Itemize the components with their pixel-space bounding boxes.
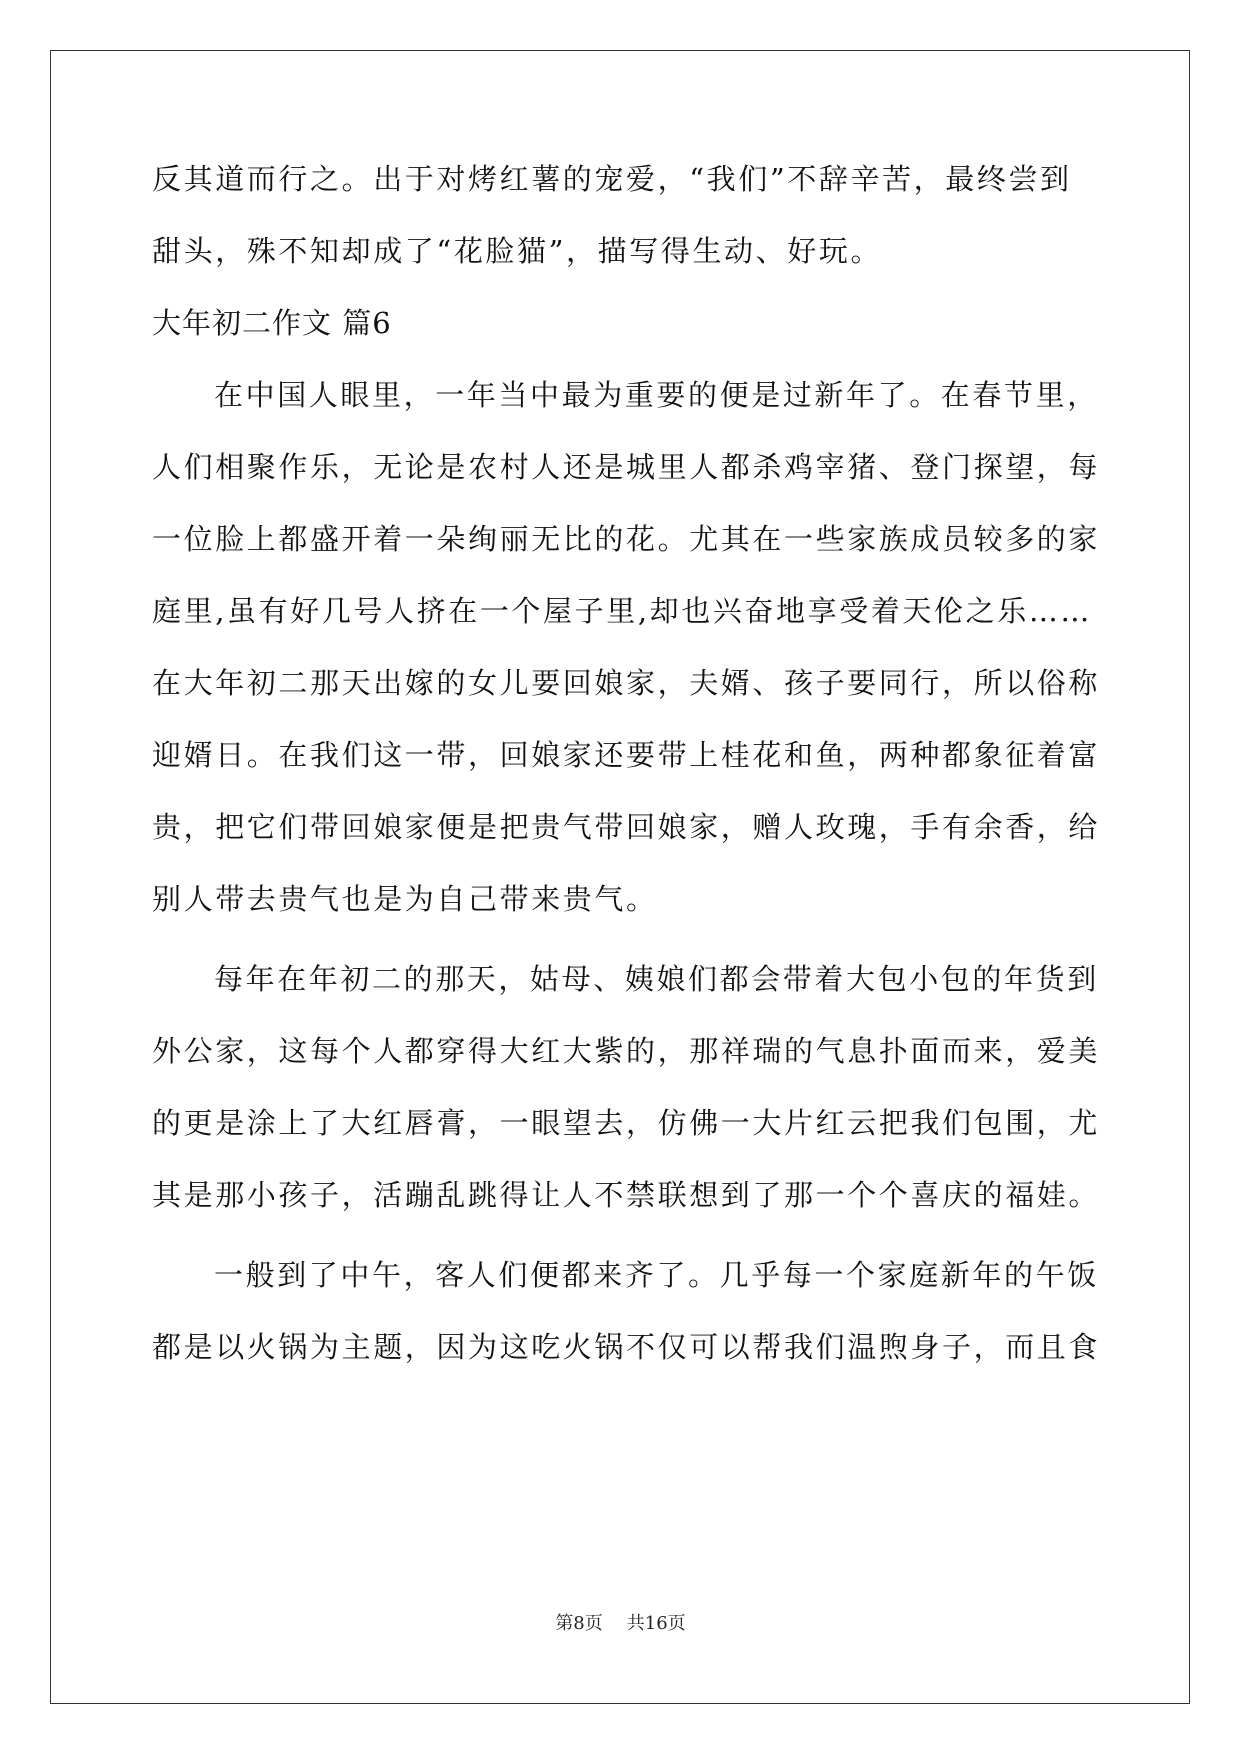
text-line: 别人带去贵气也是为自己带来贵气。 [152,882,658,916]
text-line: 迎婿日。在我们这一带，回娘家还要带上桂花和鱼，两种都象征着富 [152,738,1101,772]
text-line: 外公家，这每个人都穿得大红大紫的，那祥瑞的气息扑面而来，爱美 [152,1034,1101,1068]
text-line: 贵，把它们带回娘家便是把贵气带回娘家，赠人玫瑰，手有余香，给 [152,810,1101,844]
page-footer [0,1612,1241,1636]
text-line: 一位脸上都盛开着一朵绚丽无比的花。尤其在一些家族成员较多的家 [152,522,1101,556]
text-line: 庭里,虽有好几号人挤在一个屋子里,却也兴奋地享受着天伦之乐…… [152,594,1093,628]
page-total: 共16页 [626,1613,686,1634]
page-border [50,50,1190,1704]
text-line: 反其道而行之。出于对烤红薯的宠爱，“我们”不辞辛苦，最终尝到 [152,162,1072,196]
text-line: 每年在年初二的那天，姑母、姨娘们都会带着大包小包的年货到 [214,962,1099,996]
section-heading: 大年初二作文 篇6 [152,306,392,340]
text-line: 其是那小孩子，活蹦乱跳得让人不禁联想到了那一个个喜庆的福娃。 [152,1178,1101,1212]
text-line: 都是以火锅为主题，因为这吃火锅不仅可以帮我们温煦身子，而且食 [152,1330,1101,1364]
text-line: 的更是涂上了大红唇膏，一眼望去，仿佛一大片红云把我们包围，尤 [152,1106,1101,1140]
text-line: 一般到了中午，客人们便都来齐了。几乎每一个家庭新年的午饭 [214,1258,1099,1292]
text-line: 在大年初二那天出嫁的女儿要回娘家，夫婿、孩子要同行，所以俗称 [152,666,1101,700]
page-number: 第8页 [555,1613,603,1634]
text-line: 甜头，殊不知却成了“花脸猫”，描写得生动、好玩。 [152,234,883,268]
text-line: 人们相聚作乐，无论是农村人还是城里人都杀鸡宰猪、登门探望，每 [152,450,1101,484]
text-line: 在中国人眼里，一年当中最为重要的便是过新年了。在春节里， [214,378,1099,412]
